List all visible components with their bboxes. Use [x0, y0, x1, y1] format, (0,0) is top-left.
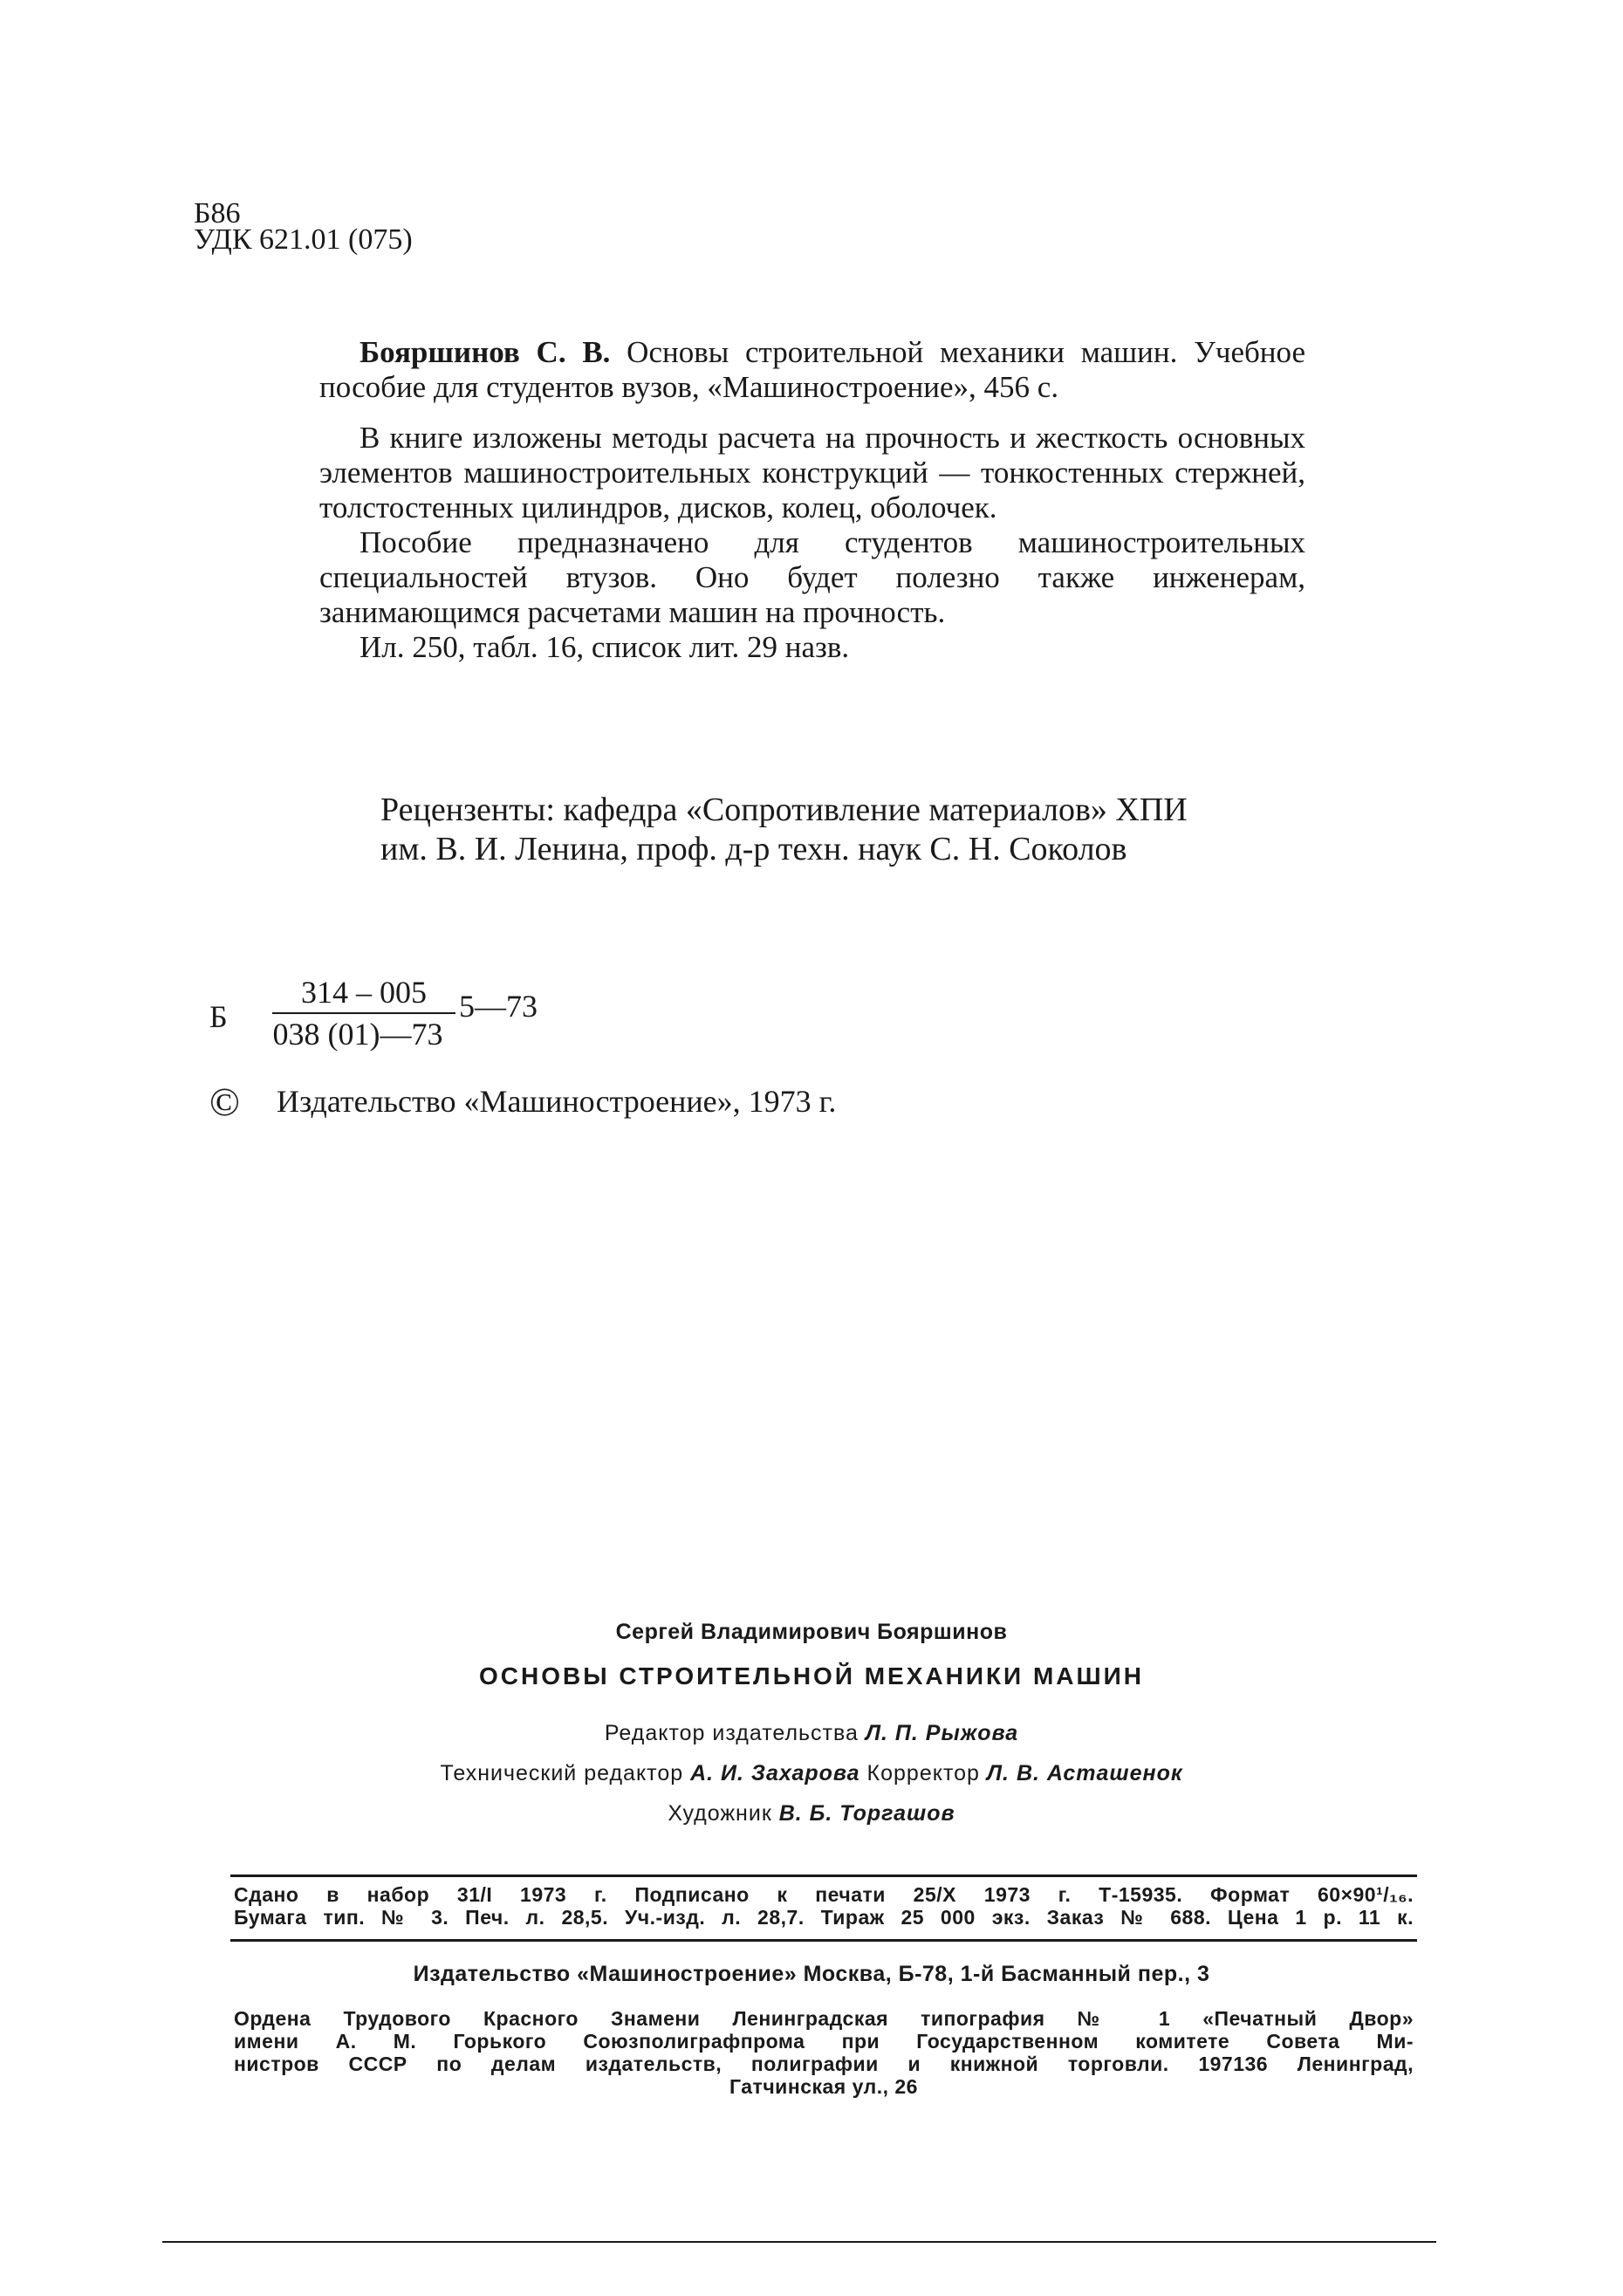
bbk-code: Б86 [194, 197, 241, 230]
colophon [0, 1620, 1623, 1833]
bottom-divider [162, 2241, 1436, 2243]
artist-credit: Художник В. Б. Торгашов [668, 1801, 955, 1826]
print-data [234, 1883, 1414, 1929]
index-letter: Б [209, 999, 228, 1034]
citation-author: Бояршинов С. В. [360, 335, 611, 369]
index-code: 5—73 [459, 989, 538, 1024]
abstract-paragraph: Пособие предназначено для студентов машиностроительных специальностей втузов. Оно будет полезно также инженерам, занимающимся расчетами машин на прочность. [319, 525, 1305, 629]
printer-line: имени А. М. Горького Союзполиграфпрома при Государственном комитете Совета Ми- [234, 2030, 1414, 2053]
bibliographic-citation [319, 335, 1305, 405]
printer-line: Ордена Трудового Красного Знамени Ленинградская типография № 1 «Печатный Двор» [234, 2007, 1414, 2030]
index-numerator: 314 – 005 [272, 974, 455, 1014]
abstract-block [319, 335, 1305, 665]
abstract-paragraph: В книге изложены методы расчета на прочность и жесткость основных элементов машиностроительных конструкций — тонкостенных стержней, толстостенных цилиндров, дисков, колец, оболочек. [319, 421, 1305, 524]
divider [230, 1874, 1417, 1877]
colophon-author: Сергей Владимирович Бояршинов [615, 1620, 1008, 1644]
printer-info [234, 2007, 1414, 2098]
illustrations-count: Ил. 250, табл. 16, список лит. 29 назв. [360, 630, 850, 664]
colophon-title: ОСНОВЫ СТРОИТЕЛЬНОЙ МЕХАНИКИ МАШИН [479, 1662, 1144, 1689]
udc-code: УДК 621.01 (075) [194, 223, 413, 256]
reviewers-line: Рецензенты: кафедра «Сопротивление материалов» ХПИ [380, 792, 1188, 828]
editor-credit: Редактор издательства Л. П. Рыжова [604, 1721, 1019, 1745]
index-denominator: 038 (01)—73 [272, 1017, 443, 1052]
reviewers-block [380, 791, 1253, 869]
divider [230, 1939, 1417, 1942]
tech-editor-credit: Технический редактор А. И. Захарова Корректор Л. В. Асташенок [440, 1761, 1183, 1785]
copyright-line [209, 1079, 837, 1124]
print-data-line: Сдано в набор 31/I 1973 г. Подписано к печати 25/X 1973 г. Т-15935. Формат 60×90¹/₁₆. [234, 1883, 1414, 1906]
print-data-line: Бумага тип. № 3. Печ. л. 28,5. Уч.-изд. л. 28,7. Тираж 25 000 экз. Заказ № 688. Цена 1 р. 11 к. [234, 1906, 1414, 1929]
printer-line: нистров СССР по делам издательств, полиграфии и книжной торговли. 197136 Ленинград, [234, 2053, 1414, 2075]
reviewers-line: им. В. И. Ленина, проф. д-р техн. наук С. Н. Соколов [380, 831, 1127, 867]
credits [0, 1713, 1623, 1833]
copyright-text: Издательство «Машиностроение», 1973 г. [276, 1084, 837, 1119]
printer-line: Гатчинская ул., 26 [729, 2075, 918, 2098]
publisher-address: Издательство «Машиностроение» Москва, Б-78, 1-й Басманный пер., 3 [413, 1962, 1210, 1986]
citation-text: Основы строительной механики машин. Учебное пособие для студентов вузов, «Машиностроение», 456 с. [319, 335, 1305, 404]
copyright-icon: © [209, 1079, 240, 1124]
